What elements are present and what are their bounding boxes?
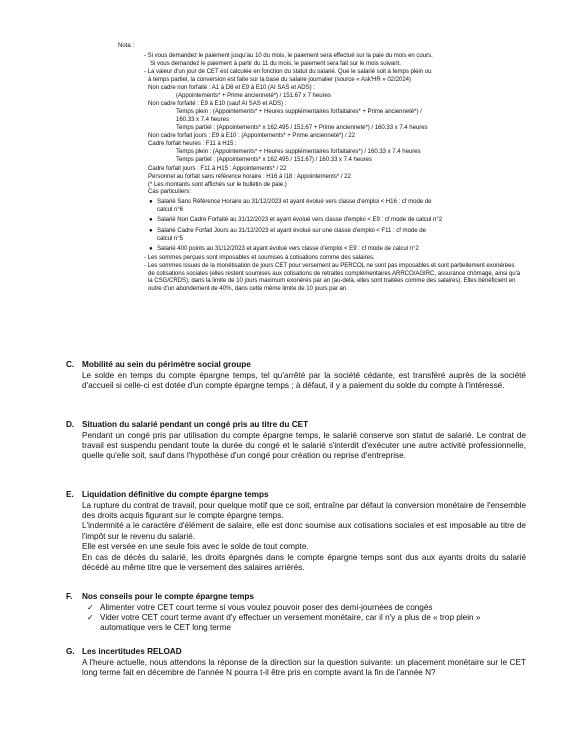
section-letter: C. (66, 360, 75, 369)
section-body (82, 431, 526, 462)
note-line: Cadre forfait heures : F11 à H15 : (148, 140, 237, 147)
note-line: Non cadre forfait jours : E9 à E10 : (Appointements* + Prime ancienneté*) / 22 (148, 132, 355, 139)
paragraph: Le solde en temps du compte épargne temps, tel qu'arrêté par la société cédante, est transféré auprès de la société d'accueil si celle-ci est dotée d'un compte épargne temps ; à défaut, il y a paiement du solde du compte à l'intéressé. (82, 370, 526, 390)
note-line: 160.33 x 7.4 heures (176, 115, 229, 123)
note-title: Nota : (118, 42, 134, 49)
section-title: Nos conseils pour le compte épargne temps (82, 592, 254, 601)
paragraph: En cas de décès du salarié, les droits épargnés dans le compte épargne temps sont dus aux ayants droits du salarié décédé au même titre que le versement des salaires arriérés. (82, 552, 526, 572)
note-line: - Les sommes perçues sont imposables et soumises à cotisations comme des salaires. (144, 254, 375, 261)
note-line: - Si vous demandez le paiement jusqu'au 10 du mois, le paiement sera effectué sur la paie du mois en cours. (144, 52, 433, 59)
section-letter: F. (66, 592, 73, 601)
section-d (66, 420, 526, 480)
note-line: Personnel au forfait sans référence horaire : H16 à I18 : Appointements* / 22 (148, 172, 351, 180)
note-paragraph-percol: - Les sommes issues de la monétisation de jours CET pour versement au PERCOL ne sont pas imposables et sont partiellement exonérées de cotisations sociales (elles restent soumises aux cotisations de retraites complémentaires ARRCO/AGIRC, assurance chômage, ainsi qu'à la CSG/CRDS), dans la limite de 10 jours maximum exonérés par an (au-delà, elles sont traitées comme des salaires). Elles bénéficient en outre d'un abondement de 40%, dans cette même limite de 10 jours par an. (144, 262, 521, 292)
note-line: Si vous demandez le paiement à partir du 11 du mois, le paiement sera fait sur le mois suivant. (150, 59, 401, 67)
advice-text: Alimenter votre CET court terme si vous voulez pouvoir poser des demi-journées de congés (100, 602, 433, 612)
paragraph: Pendant un congé pris par utilisation du compte épargne temps, le salarié conserve son statut de salarié. Le contrat de travail est suspendu pendant toute la durée du congé et le salarié s'interdit d'exécuter une autre activité professionnelle, quelle qu'elle soit, sauf dans l'hypothèse d'un congé pour création ou reprise d'entreprise. (82, 430, 526, 461)
section-body (82, 501, 526, 574)
note-line: Cas particuliers: (148, 188, 191, 195)
note-line: Salarié Non Cadre Forfaité au 31/12/2023 et ayant évolué vers classe d'emploi < E9 : cf mode de calcul n°2 (157, 216, 443, 223)
section-letter: D. (66, 420, 75, 429)
bullet-icon: ● (149, 245, 153, 252)
note-line: Non cadre non forfaité : A1 à D8 et E9 à E10 (AI SAS et ADS) : (148, 83, 315, 91)
note-line: - La valeur d'un jour de CET est calculée en fonction du statut du salarié. Que le salarié soit à temps plein ou (144, 68, 432, 75)
section-g (66, 647, 526, 707)
paragraph: L'indemnité a le caractère d'élément de salaire, elle est donc soumise aux cotisations sociales et est imposable au titre de l'impôt sur le revenu du salarié. (82, 521, 526, 541)
note-line: (Appointements* + Prime ancienneté*) / 151.67 x 7 heures (176, 91, 331, 99)
note-line: (* Les montants sont affichés sur le bulletin de paie.) (148, 180, 287, 188)
section-body (82, 603, 526, 634)
advice-text: Vider votre CET court terme avant d'y effectuer un versement monétaire, car il n'y a plus de « trop plein » automatique vers le CET long terme (100, 612, 481, 633)
section-title: Situation du salarié pendant un congé pris au titre du CET (82, 420, 309, 429)
section-e (66, 490, 526, 585)
note-line: Non cadre forfaité : E9 à E10 (sauf AI SAS et ADS) : (148, 99, 287, 107)
section-title: Liquidation définitive du compte épargne temps (82, 490, 269, 499)
section-letter: E. (66, 490, 74, 499)
note-line: Temps partiel : (Appointements* x 162.495 / 151.67) / 160.33 x 7.4 heures (176, 156, 372, 163)
bullet-icon: ● (149, 227, 153, 234)
section-title: Les incertitudes RELOAD (82, 647, 182, 656)
bullet-icon: ● (149, 216, 153, 223)
note-line: Cadre forfait jours : F11 à H15 : Appointements* / 22 (148, 164, 287, 172)
note-line: calcul n°6 (157, 206, 183, 213)
paragraph: Elle est versée en une seule fois avec le solde de tout compte. (82, 542, 309, 552)
paragraph: A l'heure actuelle, nous attendons la réponse de la direction sur la question suivante: un placement monétaire sur le CET long terme fait en décembre de l'année N pourra t-il être pris en compte avant la fin de l'année N? (82, 657, 526, 677)
paragraph: La rupture du contrat de travail, pour quelque motif que ce soit, entraîne par défaut la conversion monétaire de l'ensemble des droits acquis figurant sur le compte épargne temps. (82, 500, 526, 520)
section-letter: G. (66, 647, 75, 656)
advice-item (82, 603, 526, 613)
section-body (82, 371, 526, 392)
note-line: Temps plein : (Appointements* + Heures supplémentaires forfaitaires*) / 160.33 x 7.4 heures (176, 148, 421, 155)
note-line: Temps plein : (Appointements* + Heures supplémentaires forfaitaires* + Prime ancienneté*) / (176, 107, 422, 115)
note-line: Temps partiel : (Appointements* x 162.495 / 151.67 + Prime ancienneté*) / 160.33 x 7.4 heures (176, 123, 428, 131)
section-f (66, 592, 526, 637)
note-line: Salarié 400 points au 31/12/2023 et ayant évolué vers classe d'emploi < E9 : cf mode de calcul n°2 (157, 245, 419, 252)
note-line: Salarié Sans Référence Horaire au 31/12/2023 et ayant évolué vers classe d'emploi < H16 : cf mode de (157, 198, 432, 205)
note-line: à temps partiel, la conversion est faite sur la base du salaire journalier (source « Ask'HR » 02/2024) (148, 75, 411, 83)
bullet-icon: ● (149, 198, 153, 205)
section-body (82, 658, 526, 679)
checkmark-icon: ✓ (87, 612, 94, 622)
section-c (66, 360, 526, 410)
section-title: Mobilité au sein du périmètre social groupe (82, 360, 251, 369)
advice-item (82, 613, 526, 634)
checkmark-icon: ✓ (87, 602, 94, 612)
note-line: calcul n°5 (157, 235, 183, 242)
note-line: Salarié Cadre Forfait Jours au 31/12/2023 et ayant évolué sur une classe d'emploi < F11 : cf mode de (157, 227, 426, 234)
